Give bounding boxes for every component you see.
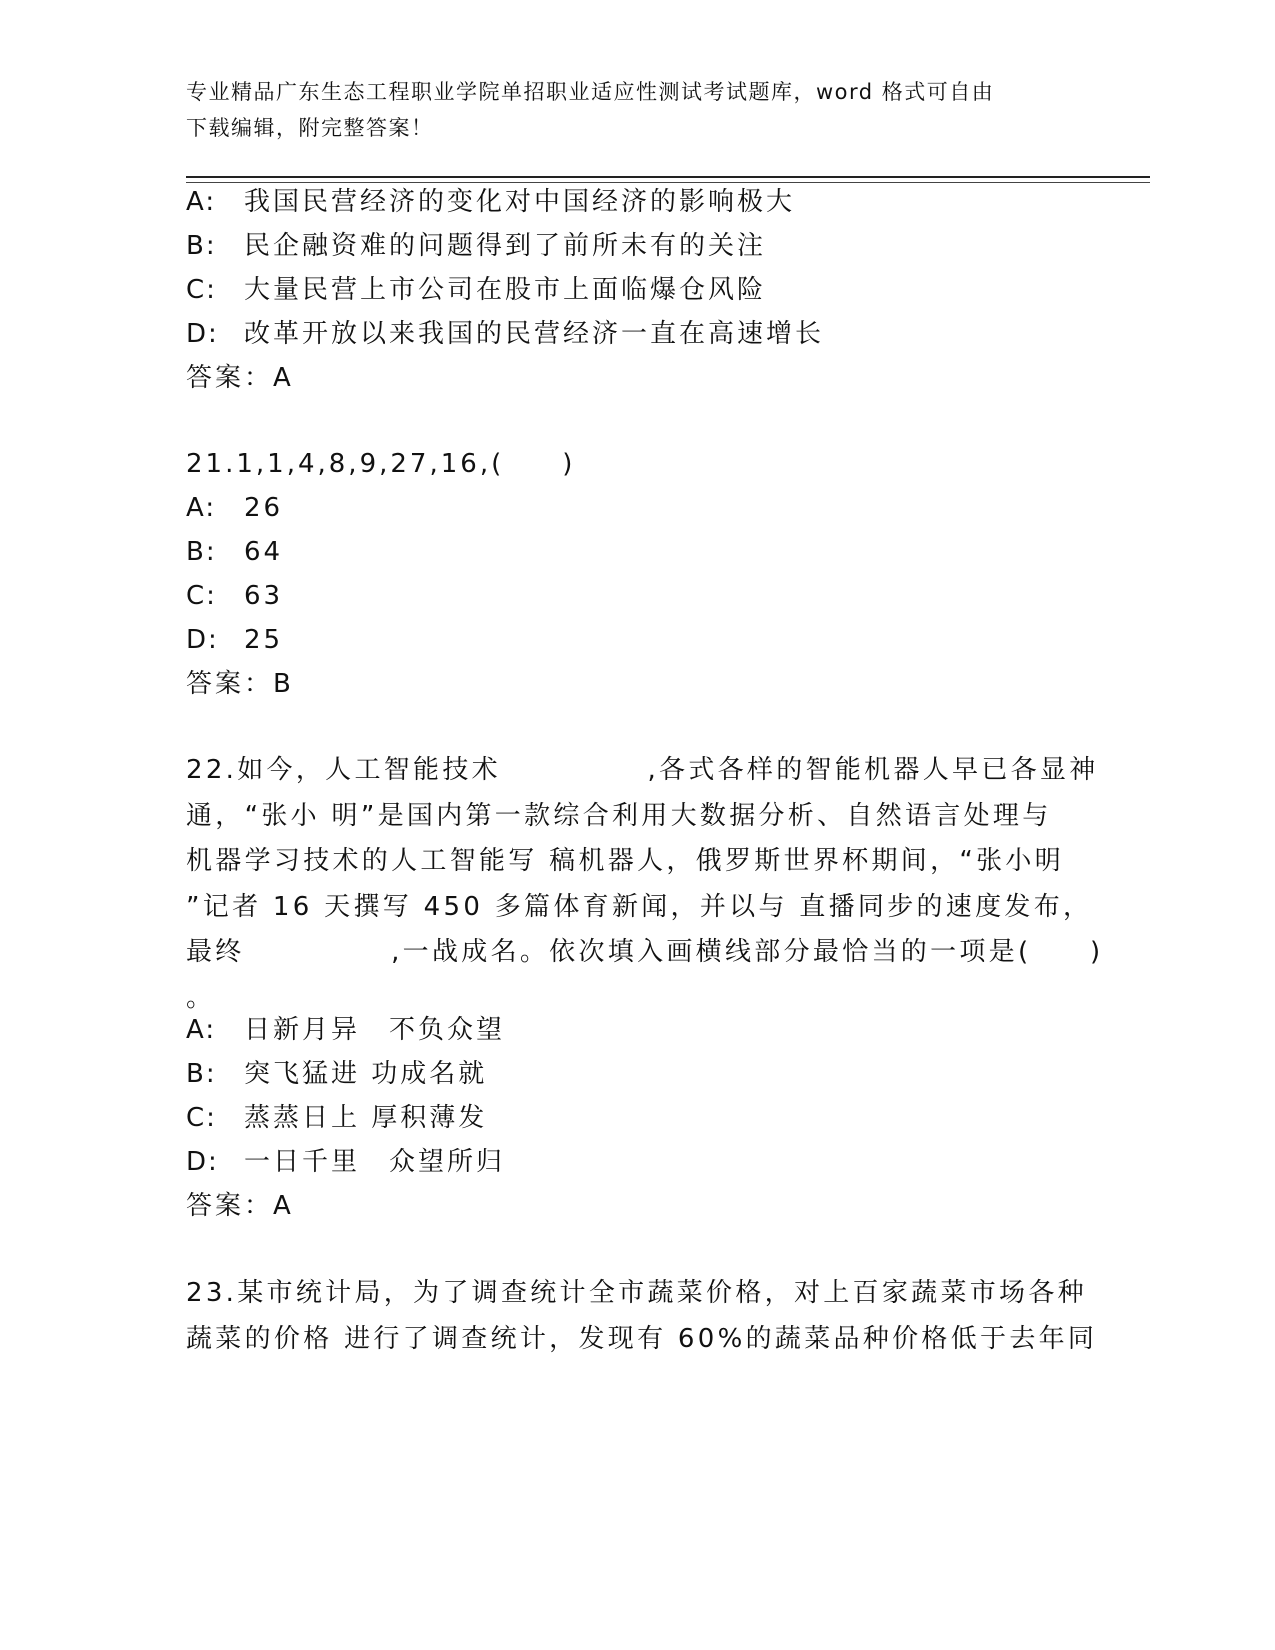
option-letter: A: [186, 187, 217, 217]
option-letter: C: [186, 1103, 217, 1133]
option-letter: B: [186, 1059, 217, 1089]
option-letter: D: [186, 1147, 219, 1177]
option-text: 63 [244, 581, 284, 611]
q23-stem-line: 蔬菜的价格 进行了调查统计，发现有 60%的蔬菜品种价格低于去年同 [186, 1323, 1098, 1354]
q22-answer: 答案：A [186, 1191, 294, 1221]
q22-stem-line: 机器学习技术的人工智能写 稿机器人，俄罗斯世界杯期间，“张小明 [186, 846, 1065, 876]
option-text: 26 [244, 493, 284, 523]
option-letter: C: [186, 275, 217, 305]
header-line-1: 专业精品广东生态工程职业学院单招职业适应性测试考试题库，word 格式可自由 [186, 80, 995, 104]
header-divider-thick [186, 176, 1150, 178]
q21-option-b [186, 534, 283, 570]
q22-option-a [186, 1012, 505, 1048]
option-letter: A: [186, 1015, 217, 1045]
option-letter: B: [186, 231, 217, 261]
option-text: 改革开放以来我国的民营经济一直在高速增长 [244, 319, 825, 349]
q21-stem: 21.1,1,4,8,9,27,16,( ) [186, 449, 576, 479]
prev-option-d [186, 316, 824, 352]
option-text: 民企融资难的问题得到了前所未有的关注 [244, 231, 767, 261]
q22-stem-line: 22.如今，人工智能技术 ,各式各样的智能机器人早已各显神 [186, 755, 1099, 785]
q23-stem-line: 23.某市统计局，为了调查统计全市蔬菜价格，对上百家蔬菜市场各种 [186, 1278, 1087, 1308]
q22-stem-line: 。 [186, 982, 216, 1013]
q22-option-c [186, 1100, 487, 1136]
q22-option-b [186, 1056, 487, 1092]
option-letter: D: [186, 319, 219, 349]
option-text: 64 [244, 537, 284, 567]
q22-stem-line: 最终 ,一战成名。依次填入画横线部分最恰当的一项是( ) [186, 937, 1104, 967]
prev-option-b [186, 228, 766, 264]
option-letter: D: [186, 625, 219, 655]
q23-stem [186, 1271, 1098, 1362]
q22-stem-line: ”记者 16 天撰写 450 多篇体育新闻，并以与 直播同步的速度发布， [186, 891, 1093, 922]
q22-stem-line: 通，“张小 明”是国内第一款综合利用大数据分析、自然语言处理与 [186, 800, 1052, 831]
prev-answer: 答案：A [186, 363, 294, 393]
option-text: 25 [244, 625, 284, 655]
option-text: 突飞猛进 功成名就 [244, 1059, 488, 1089]
page-header [186, 74, 1066, 146]
prev-option-c [186, 272, 766, 308]
option-letter: B: [186, 537, 217, 567]
header-divider-thin [186, 182, 1150, 183]
q21-option-c [186, 578, 283, 614]
option-text: 我国民营经济的变化对中国经济的影响极大 [244, 187, 796, 217]
q21-option-d [186, 622, 283, 658]
q22-option-d [186, 1144, 505, 1180]
option-letter: A: [186, 493, 217, 523]
prev-option-a [186, 184, 795, 220]
header-line-2: 下载编辑，附完整答案！ [186, 116, 434, 140]
option-text: 蒸蒸日上 厚积薄发 [244, 1103, 488, 1133]
option-text: 大量民营上市公司在股市上面临爆仓风险 [244, 275, 767, 305]
q21-answer: 答案：B [186, 669, 294, 699]
option-text: 一日千里 众望所归 [244, 1147, 506, 1177]
q21-option-a [186, 490, 283, 526]
option-letter: C: [186, 581, 217, 611]
option-text: 日新月异 不负众望 [244, 1015, 506, 1045]
q22-stem [186, 748, 1104, 1021]
